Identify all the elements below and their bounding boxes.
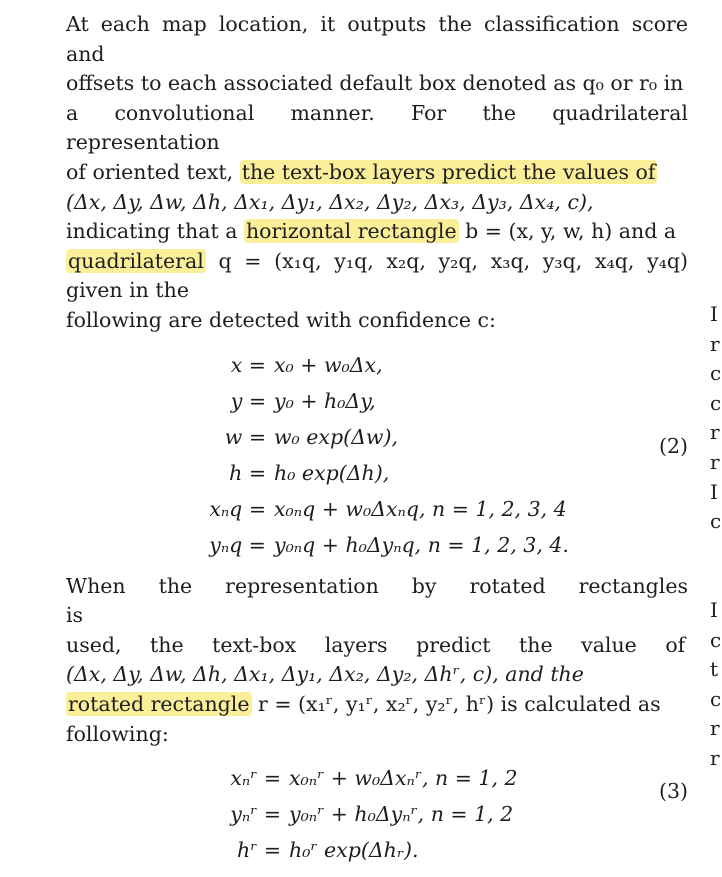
edge-char: c xyxy=(710,627,722,652)
edge-char: c xyxy=(710,686,722,711)
eq3-lhs: yₙʳ = xyxy=(230,802,281,827)
eq2-lhs: h = xyxy=(229,460,266,485)
highlight-quadrilateral: quadrilateral xyxy=(68,248,204,273)
para2-line4b: r = (x₁ʳ, y₁ʳ, x₂ʳ, y₂ʳ, hʳ) is calculated as xyxy=(251,691,661,716)
para2-line2: used, the text-box layers predict the value of xyxy=(66,632,686,657)
eq3-rhs: y₀ₙʳ + h₀Δyₙʳ, n = 1, 2 xyxy=(289,802,514,827)
paragraph-1 xyxy=(66,10,688,336)
eq2-lhs: w = xyxy=(224,424,266,449)
edge-char: r xyxy=(710,420,720,445)
text-column xyxy=(66,10,688,877)
para2-line1: When the representation by rotated rectangles is xyxy=(66,573,688,628)
eq2-rhs: h₀ exp(Δh), xyxy=(274,460,390,485)
edge-char: I xyxy=(710,479,718,504)
edge-char xyxy=(710,566,722,596)
edge-char: t xyxy=(710,657,719,682)
eq2-lhs: y = xyxy=(230,388,266,413)
para1-line6a: indicating that a xyxy=(66,219,244,244)
para1-line4a: of oriented text, xyxy=(66,159,240,184)
eq2-lhs: xₙq = xyxy=(209,496,266,521)
highlight-textbox-layers: the text-box layers predict the values of xyxy=(241,159,656,184)
eq3-row xyxy=(66,833,688,869)
eq3-lhs: hʳ = xyxy=(236,838,281,863)
para2-line5: following: xyxy=(66,721,169,746)
eq2-rhs: y₀ₙq + h₀Δyₙq, n = 1, 2, 3, 4. xyxy=(274,532,569,557)
para1-line5-math: (Δx, Δy, Δw, Δh, Δx₁, Δy₁, Δx₂, Δy₂, Δx₃, Δy₃, Δx₄, c), xyxy=(66,189,594,214)
para1-line3: a convolutional manner. For the quadrilateral representation xyxy=(66,100,688,155)
edge-char: r xyxy=(710,331,720,356)
eq2-row xyxy=(66,420,688,456)
para1-line7b: q = (x₁q, y₁q, x₂q, y₂q, x₃q, y₃q, x₄q, y₄q) given in the xyxy=(66,248,688,303)
edge-char: r xyxy=(710,716,720,741)
eq2-row xyxy=(66,528,688,564)
eq2-row xyxy=(66,492,688,528)
edge-char: c xyxy=(710,509,722,534)
eq2-rhs: x₀ + w₀Δx, xyxy=(274,352,383,377)
eq3-row xyxy=(66,797,688,833)
edge-char: I xyxy=(710,597,718,622)
equation-3-number: (3) xyxy=(658,779,688,804)
eq2-lhs: x = xyxy=(230,352,266,377)
equation-3 xyxy=(66,761,688,869)
eq2-rhs: y₀ + h₀Δy, xyxy=(274,388,376,413)
eq2-rhs: w₀ exp(Δw), xyxy=(274,424,398,449)
eq2-row xyxy=(66,456,688,492)
eq2-rhs: x₀ₙq + w₀Δxₙq, n = 1, 2, 3, 4 xyxy=(274,496,567,521)
edge-char: r xyxy=(710,745,720,770)
eq2-row xyxy=(66,384,688,420)
para1-line2: offsets to each associated default box denoted as q₀ or r₀ in xyxy=(66,71,684,96)
eq2-row xyxy=(66,348,688,384)
highlight-rotated-rectangle: rotated rectangle xyxy=(68,691,250,716)
eq2-lhs: yₙq = xyxy=(209,532,266,557)
edge-char: I xyxy=(710,302,718,326)
para1-line1: At each map location, it outputs the classification score and xyxy=(66,12,688,66)
eq3-rhs: h₀ʳ exp(Δhᵣ). xyxy=(289,838,419,863)
equation-2-number: (2) xyxy=(658,433,688,458)
equation-2 xyxy=(66,348,688,564)
edge-char: c xyxy=(710,390,722,415)
adjacent-column-edge xyxy=(710,300,722,774)
eq3-lhs: xₙʳ = xyxy=(230,766,281,791)
para2-line3-math: (Δx, Δy, Δw, Δh, Δx₁, Δy₁, Δx₂, Δy₂, Δhʳ, c), and the xyxy=(66,662,584,687)
eq3-rhs: x₀ₙʳ + w₀Δxₙʳ, n = 1, 2 xyxy=(289,766,518,791)
edge-char: c xyxy=(710,361,722,386)
paragraph-2 xyxy=(66,572,688,750)
highlight-horizontal-rectangle: horizontal rectangle xyxy=(245,219,457,244)
para1-line8: following are detected with confidence c: xyxy=(66,307,496,332)
edge-char: r xyxy=(710,449,720,474)
edge-char xyxy=(710,537,722,567)
eq3-row xyxy=(66,761,688,797)
para1-line6b: b = (x, y, w, h) and a xyxy=(458,219,677,244)
